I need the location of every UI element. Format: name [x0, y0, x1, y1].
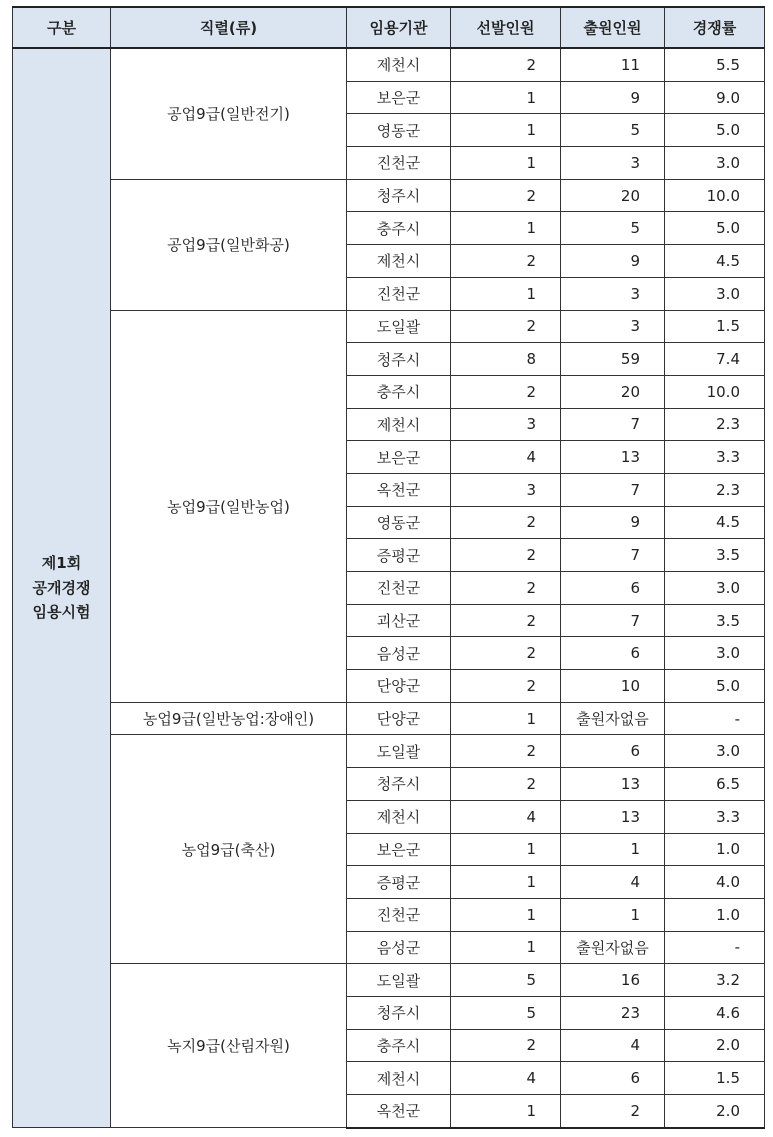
- applicants-cell: 출원자없음: [561, 702, 665, 735]
- agency-cell: 증평군: [347, 866, 451, 899]
- applicants-cell: 20: [561, 179, 665, 212]
- selected-cell: 2: [451, 539, 561, 572]
- header-ratio: 경쟁률: [665, 7, 765, 48]
- category-line: 제1회: [41, 553, 82, 572]
- selected-cell: 3: [451, 408, 561, 441]
- agency-cell: 단양군: [347, 670, 451, 703]
- agency-cell: 진천군: [347, 147, 451, 180]
- agency-cell: 제천시: [347, 800, 451, 833]
- selected-cell: 1: [451, 81, 561, 114]
- applicants-cell: 1: [561, 898, 665, 931]
- selected-cell: 2: [451, 506, 561, 539]
- applicants-cell: 9: [561, 506, 665, 539]
- ratio-cell: 2.3: [665, 473, 765, 506]
- ratio-cell: 1.0: [665, 898, 765, 931]
- agency-cell: 청주시: [347, 768, 451, 801]
- header-row: [13, 7, 765, 48]
- series-cell: 녹지9급(산림자원): [111, 964, 347, 1128]
- agency-cell: 옥천군: [347, 1095, 451, 1128]
- applicants-cell: 7: [561, 604, 665, 637]
- selected-cell: 2: [451, 572, 561, 605]
- ratio-cell: 3.3: [665, 800, 765, 833]
- ratio-cell: 3.3: [665, 441, 765, 474]
- series-cell: 공업9급(일반전기): [111, 48, 347, 179]
- series-cell: 공업9급(일반화공): [111, 179, 347, 310]
- applicants-cell: 13: [561, 768, 665, 801]
- selected-cell: 2: [451, 310, 561, 343]
- applicants-cell: 5: [561, 212, 665, 245]
- ratio-cell: 6.5: [665, 768, 765, 801]
- agency-cell: 옥천군: [347, 473, 451, 506]
- applicants-cell: 3: [561, 310, 665, 343]
- selected-cell: 4: [451, 1062, 561, 1095]
- header-category: 구분: [13, 7, 111, 48]
- applicants-cell: 9: [561, 245, 665, 278]
- applicants-cell: 13: [561, 441, 665, 474]
- selected-cell: 1: [451, 114, 561, 147]
- ratio-cell: 1.5: [665, 310, 765, 343]
- applicants-cell: 7: [561, 539, 665, 572]
- series-cell: 농업9급(일반농업:장애인): [111, 702, 347, 735]
- ratio-cell: 2.0: [665, 1095, 765, 1128]
- applicants-cell: 9: [561, 81, 665, 114]
- ratio-cell: 3.0: [665, 277, 765, 310]
- category-line: 임용시험: [32, 603, 91, 622]
- agency-cell: 충주시: [347, 212, 451, 245]
- agency-cell: 진천군: [347, 277, 451, 310]
- ratio-cell: 1.5: [665, 1062, 765, 1095]
- ratio-cell: 10.0: [665, 375, 765, 408]
- agency-cell: 도일괄: [347, 310, 451, 343]
- applicants-cell: 3: [561, 147, 665, 180]
- table-row: [13, 179, 765, 212]
- ratio-cell: -: [665, 702, 765, 735]
- series-cell: 농업9급(축산): [111, 735, 347, 964]
- ratio-cell: 3.0: [665, 735, 765, 768]
- agency-cell: 청주시: [347, 996, 451, 1029]
- selected-cell: 1: [451, 212, 561, 245]
- selected-cell: 2: [451, 768, 561, 801]
- selected-cell: 2: [451, 245, 561, 278]
- applicants-cell: 7: [561, 473, 665, 506]
- ratio-cell: 5.0: [665, 114, 765, 147]
- ratio-cell: 4.5: [665, 506, 765, 539]
- selected-cell: 2: [451, 179, 561, 212]
- ratio-cell: 3.5: [665, 604, 765, 637]
- ratio-cell: 3.5: [665, 539, 765, 572]
- agency-cell: 충주시: [347, 375, 451, 408]
- selected-cell: 1: [451, 147, 561, 180]
- table-body: [13, 48, 765, 1128]
- agency-cell: 단양군: [347, 702, 451, 735]
- selected-cell: 1: [451, 702, 561, 735]
- applicants-cell: 2: [561, 1095, 665, 1128]
- applicants-cell: 4: [561, 866, 665, 899]
- agency-cell: 제천시: [347, 245, 451, 278]
- applicants-cell: 3: [561, 277, 665, 310]
- selected-cell: 4: [451, 441, 561, 474]
- ratio-cell: 3.2: [665, 964, 765, 997]
- applicants-cell: 11: [561, 48, 665, 81]
- ratio-cell: 5.5: [665, 48, 765, 81]
- applicants-cell: 10: [561, 670, 665, 703]
- selected-cell: 2: [451, 375, 561, 408]
- agency-cell: 충주시: [347, 1029, 451, 1062]
- selected-cell: 1: [451, 898, 561, 931]
- agency-cell: 음성군: [347, 931, 451, 964]
- selected-cell: 8: [451, 343, 561, 376]
- selected-cell: 1: [451, 277, 561, 310]
- ratio-cell: 4.5: [665, 245, 765, 278]
- selected-cell: 3: [451, 473, 561, 506]
- agency-cell: 청주시: [347, 179, 451, 212]
- agency-cell: 음성군: [347, 637, 451, 670]
- agency-cell: 영동군: [347, 114, 451, 147]
- agency-cell: 증평군: [347, 539, 451, 572]
- applicants-cell: 6: [561, 572, 665, 605]
- applicants-cell: 4: [561, 1029, 665, 1062]
- ratio-cell: 7.4: [665, 343, 765, 376]
- recruitment-table-container: [12, 6, 765, 1129]
- ratio-cell: 4.0: [665, 866, 765, 899]
- ratio-cell: 3.0: [665, 572, 765, 605]
- agency-cell: 보은군: [347, 81, 451, 114]
- selected-cell: 5: [451, 996, 561, 1029]
- agency-cell: 영동군: [347, 506, 451, 539]
- selected-cell: 2: [451, 1029, 561, 1062]
- table-row: [13, 48, 765, 81]
- agency-cell: 제천시: [347, 408, 451, 441]
- header-agency: 임용기관: [347, 7, 451, 48]
- selected-cell: 1: [451, 931, 561, 964]
- ratio-cell: 10.0: [665, 179, 765, 212]
- agency-cell: 보은군: [347, 441, 451, 474]
- applicants-cell: 7: [561, 408, 665, 441]
- ratio-cell: 3.0: [665, 637, 765, 670]
- applicants-cell: 20: [561, 375, 665, 408]
- category-line: 공개경쟁: [32, 578, 91, 597]
- ratio-cell: 2.0: [665, 1029, 765, 1062]
- applicants-cell: 출원자없음: [561, 931, 665, 964]
- agency-cell: 괴산군: [347, 604, 451, 637]
- table-row: [13, 735, 765, 768]
- ratio-cell: 3.0: [665, 147, 765, 180]
- header-series: 직렬(류): [111, 7, 347, 48]
- ratio-cell: 9.0: [665, 81, 765, 114]
- applicants-cell: 16: [561, 964, 665, 997]
- selected-cell: 1: [451, 1095, 561, 1128]
- table-row: [13, 964, 765, 997]
- applicants-cell: 1: [561, 833, 665, 866]
- header-applicants: 출원인원: [561, 7, 665, 48]
- header-selected: 선발인원: [451, 7, 561, 48]
- selected-cell: 5: [451, 964, 561, 997]
- agency-cell: 보은군: [347, 833, 451, 866]
- ratio-cell: 2.3: [665, 408, 765, 441]
- ratio-cell: 5.0: [665, 670, 765, 703]
- selected-cell: 1: [451, 833, 561, 866]
- agency-cell: 진천군: [347, 572, 451, 605]
- agency-cell: 제천시: [347, 48, 451, 81]
- applicants-cell: 6: [561, 637, 665, 670]
- applicants-cell: 13: [561, 800, 665, 833]
- selected-cell: 2: [451, 670, 561, 703]
- applicants-cell: 6: [561, 735, 665, 768]
- ratio-cell: 1.0: [665, 833, 765, 866]
- ratio-cell: 4.6: [665, 996, 765, 1029]
- selected-cell: 4: [451, 800, 561, 833]
- applicants-cell: 23: [561, 996, 665, 1029]
- agency-cell: 도일괄: [347, 735, 451, 768]
- agency-cell: 도일괄: [347, 964, 451, 997]
- selected-cell: 2: [451, 48, 561, 81]
- category-cell: [13, 48, 111, 1128]
- agency-cell: 청주시: [347, 343, 451, 376]
- agency-cell: 진천군: [347, 898, 451, 931]
- ratio-cell: 5.0: [665, 212, 765, 245]
- table-row: [13, 702, 765, 735]
- ratio-cell: -: [665, 931, 765, 964]
- selected-cell: 2: [451, 637, 561, 670]
- agency-cell: 제천시: [347, 1062, 451, 1095]
- selected-cell: 2: [451, 604, 561, 637]
- applicants-cell: 6: [561, 1062, 665, 1095]
- recruitment-table: [12, 6, 765, 1129]
- table-row: [13, 310, 765, 343]
- selected-cell: 1: [451, 866, 561, 899]
- series-cell: 농업9급(일반농업): [111, 310, 347, 702]
- applicants-cell: 5: [561, 114, 665, 147]
- selected-cell: 2: [451, 735, 561, 768]
- applicants-cell: 59: [561, 343, 665, 376]
